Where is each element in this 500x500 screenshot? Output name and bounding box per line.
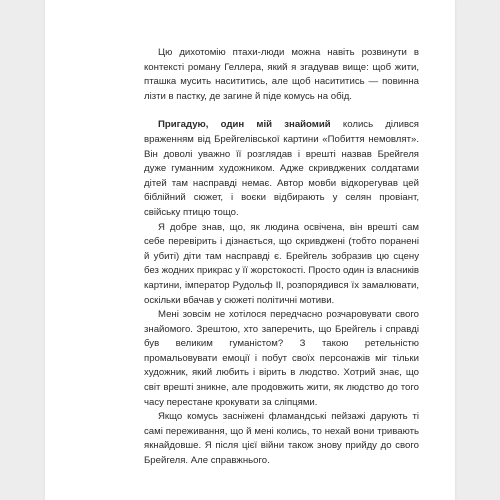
paragraph-1-text: Цю дихотомію птахи-люди можна навіть розвинути в контексті роману Геллера, який я згадував вище: щоб жити, пташка мусить насититись, але щоб насититись — повинна лізти в пастку, де загине й піде комусь на обід. [144, 47, 419, 102]
paragraph-5-text: Якщо комусь засніжені фламандські пейзажі дарують ті самі переживання, що й мені колись, то нехай вони тривають якнайдовше. Я після цієї війни також знову прийду до свого Брейгеля. Але справжнього. [144, 411, 419, 467]
paragraph-3 [144, 221, 419, 309]
paragraph-4 [144, 308, 419, 410]
paragraph-4-text: Мені зовсім не хотілося передчасно розчаровувати свого знайомого. Зрештою, хто заперечить, що Брейгель і справді був великим гуманістом? З такою ретельністю промальовувати емоції і побут своїх персонажів міг тільки художник, який любить і вірить в людство. Хотрий знає, що світ врешті зникне, але продовжить жити, як людство до того часу перестане крокувати за сліпцями. [144, 309, 419, 408]
book-page [45, 0, 455, 500]
paragraph-2-text: колись ділився враженням від Брейгелівської картини «Побиття немовлят». Він доволі уважно її розглядав і врешті назвав Брейгеля дуже гуманним художником. Адже скривджених солдатами дітей там насправді немає. Автор мовби відкорегував цей біблійний сюжет, і воєки відбирають у селян провіант, свійську птицю тощо. [144, 119, 419, 218]
paragraph-spacer [144, 104, 419, 118]
paragraph-2-lead: Пригадую, один мій знайомий [158, 119, 331, 131]
paragraph-1 [144, 46, 419, 104]
paragraph-5 [144, 410, 419, 468]
page-text [144, 46, 419, 469]
paragraph-2 [144, 118, 419, 220]
paragraph-3-text: Я добре знав, що, як людина освічена, він врешті сам себе перевірить і дізнається, що скривджені (тобто поранені й убиті) діти там насправді є. Брейгель зобразив цю сцену без жодних прикрас у її жорстокості. Просто один із власників картини, імператор Рудольф II, розпорядився їх замалювати, оскільки вбачав у сюжеті політичні мотиви. [144, 221, 419, 306]
